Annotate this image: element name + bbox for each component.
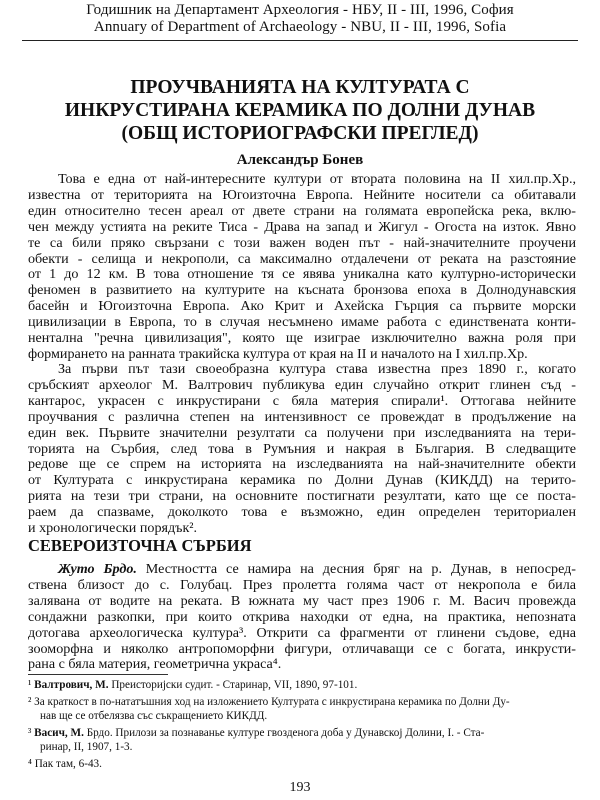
footnote-number: ²	[28, 696, 32, 708]
text-line: те са били пряко свързани с този важен воден път - най-значителните проучени	[28, 234, 576, 251]
footnote-text: Брдо. Прилози за познаванье културе гвозденога доба у Дунавској Долини, I. - Ста-	[86, 727, 485, 739]
footnote-line	[28, 695, 578, 709]
text-line: басейн и Югоизточна Европа. Ако Крит и Ахейска Гърция са първите морски	[28, 298, 576, 315]
footnotes	[28, 678, 578, 774]
footnote-line: нав ще се отбелязва със съкращението КИКДД.	[40, 710, 268, 722]
paragraph-2	[28, 362, 576, 537]
article-title	[40, 76, 560, 145]
title-line-3: (ОБЩ ИСТОРИОГРАФСКИ ПРЕГЛЕД)	[121, 123, 479, 144]
text-line: от Културата с инкрустирана керамика по Долни Дунав (КИКДД) на терито-	[28, 472, 576, 489]
footnote-text: Преисторијски судит. - Старинар, VII, 1890, 97-101.	[111, 679, 358, 691]
text-line: един век. Първите значителни резултати са получени при изследванията на тери-	[28, 424, 576, 441]
text-line: рана с бяла материя, геометрична украса⁴.	[28, 656, 282, 673]
site-name: Жуто Брдо.	[58, 561, 137, 577]
text-line: един относително тесен ареал от двете страни на голямата европейска река, вклю-	[28, 202, 576, 219]
footnote-author: Васич, М.	[34, 727, 84, 739]
text-line: редове ще се спрем на историята на изследванията на най-значителните обекти	[28, 456, 576, 473]
footnote-line	[28, 757, 578, 771]
text-run: Местността се намира на десния бряг на р. Дунав, в непосред-	[136, 561, 576, 577]
header-line-en: Annuary of Department of Archaeology - NBU, II - III, 1996, Sofia	[93, 19, 507, 35]
footnote-rule	[28, 674, 168, 675]
header-line-bg: Годишник на Департамент Археология - НБУ, II - III, 1996, София	[86, 2, 514, 18]
footnote-number: ⁴	[28, 758, 32, 770]
footnote-number: ¹	[28, 679, 32, 691]
footnote-3	[28, 726, 578, 754]
text-line: от 1 до 12 км. В това отношение тя се явява уникална като културно-исторически	[28, 266, 576, 283]
text-line: торията на Сърбия, след това в Румъния и накрая в България. В следващите	[28, 440, 576, 457]
text-line: проучвания с различна степен на интензивност се провеждат в продължение на	[28, 408, 576, 425]
footnote-1	[28, 678, 578, 692]
text-line: ствена близост до с. Голубац. През пролетта голяма част от некропола е била	[28, 576, 576, 593]
footnote-2	[28, 695, 578, 723]
author-name: Александър Бонев	[236, 152, 364, 168]
footnote-number: ³	[28, 727, 32, 739]
footnote-text: Пак там, 6-43.	[34, 758, 102, 770]
text-line: рията на тези три страни, на основните постигнати резултати, като ще се поста-	[28, 488, 576, 505]
text-line: нентална "речна цивилизация", която ще изиграе изключително важна роля при	[28, 330, 576, 347]
text-line: обекти - селища и некрополи, са максимално отдалечени от реката на разстояние	[28, 250, 576, 267]
footnote-4	[28, 757, 578, 771]
text-line: За първи път тази своеобразна култура става известна през 1890 г., когато	[58, 361, 576, 377]
footnote-line: ринар, II, 1907, 1-3.	[40, 741, 133, 753]
text-line: известна от територията на Югоизточна Европа. Нейните носители са обитавали	[28, 186, 576, 203]
text-line: сондажни разкопки, при които открива находки от една, на практика, непозната	[28, 608, 576, 625]
text-line	[28, 562, 576, 578]
text-line: Това е една от най-интересните култури от втората половина на II хил.пр.Хр.,	[58, 171, 576, 187]
text-line: кантарос, украсен с инкрустирани с бяла материя спирали¹. Оттогава нейните	[28, 392, 576, 409]
section-heading: СЕВЕРОИЗТОЧНА СЪРБИЯ	[28, 536, 252, 555]
text-line: формирането на ранната тракийска култура от края на II и началото на I хил.пр.Хр.	[28, 345, 528, 362]
title-line-1: ПРОУЧВАНИЯТА НА КУЛТУРАТА С	[130, 77, 470, 98]
header-rule	[22, 40, 578, 41]
text-line: сръбският археолог М. Валтрович публикува един случайно открит глинен съд -	[28, 376, 576, 393]
footnote-text: За краткост в по-нататъшния ход на изложението Културата с инкрустирана керамика по Долни Ду-	[34, 696, 510, 708]
text-line: раем да спазваме, доколкото това е възможно, един определен териториален	[28, 504, 576, 521]
running-header	[0, 2, 600, 36]
footnote-line	[28, 678, 578, 692]
paragraph-1	[28, 172, 576, 363]
text-line: зооморфна и няколко антропоморфни фигури, отличаващи се с богата, инкрусти-	[28, 640, 576, 657]
title-line-2: ИНКРУСТИРАНА КЕРАМИКА ПО ДОЛНИ ДУНАВ	[64, 100, 536, 121]
page-number: 193	[289, 780, 311, 795]
footnote-line	[28, 726, 578, 740]
text-line: феномен в развитието на културите на късната бронзова епоха в Долнодунавския	[28, 282, 576, 299]
footnote-author: Валтрович, М.	[34, 679, 109, 691]
text-line: и хронологически порядък².	[28, 520, 198, 537]
paragraph-3	[28, 562, 576, 673]
text-line: дотогава археологическа култура³. Открити са фрагменти от глинени съдове, една	[28, 624, 576, 641]
text-line: цивилизации в Европа, то в случая несъмнено имаме работа с единствената конти-	[28, 314, 576, 331]
text-line: чен между устията на реките Тиса - Драва на запад и Жигул - Огоста на изток. Явно	[28, 218, 576, 235]
text-line: залявана от водите на реката. В южната му част през 1906 г. М. Васич провежда	[28, 592, 576, 609]
